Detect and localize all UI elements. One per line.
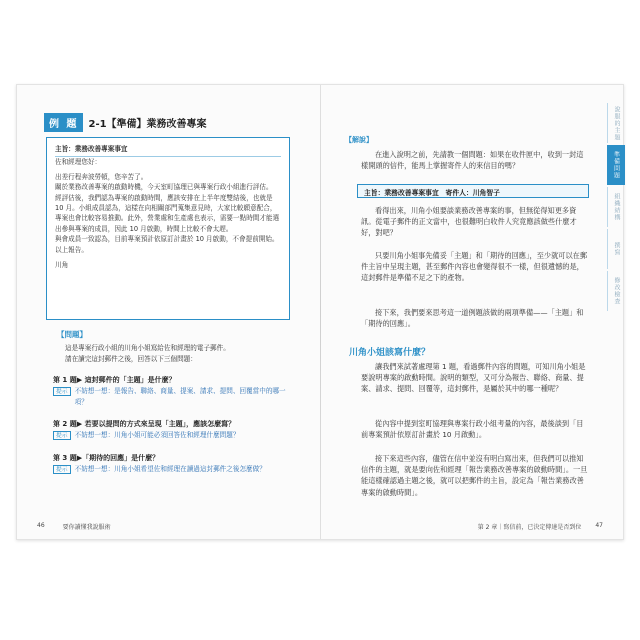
- question-label: 第 1 題▶ 這封郵件的「主題」是什麼？: [53, 376, 176, 384]
- subject-callout: 主旨：業務改善專案事宜 寄件人：川角智子: [357, 184, 589, 198]
- hint-text: 不妨想一想：川角小姐可能必須回答佐和經理什麼問題？: [74, 431, 240, 439]
- questions-title: 【問題】: [57, 330, 87, 339]
- email-paragraph: 經評估後，我們認為專案的啟動時間，應該安排在上半年度雙結後，也就是 10 月。小組成員認為，這樣在向相關部門蒐集意見時，大家比較願意配合，專案也會比較容易推動。此外，營業處和生產處也表示，需要一點時間才能選出參與專案的成員，因此 10 月啟動，時間上比較不會太趕。: [55, 193, 280, 233]
- body-paragraph: 從內容中提到室町協理與專案行政小組考量的內容，最後談到「目前專案預計依原訂計畫於 10 月啟動」。: [361, 419, 584, 440]
- example-badge: 例 題: [44, 113, 83, 132]
- questions-intro-line: 請在讀完這封郵件之後，回答以下三個問題：: [65, 354, 197, 363]
- email-box: [46, 137, 290, 320]
- chapter-tabs: [607, 103, 625, 313]
- email-signature: 川角: [55, 261, 69, 270]
- body-paragraph: 只要川角小姐事先備妥「主題」和「期待的回應」，至少就可以在郵件主旨中呈現主題，甚至郵件內容也會變得很不一樣，但很遺憾的是，這封郵件是準備不足之下的產物。: [361, 251, 588, 283]
- left-page: [17, 85, 320, 539]
- page-number: 47: [595, 522, 603, 529]
- hint-badge: 提示: [53, 431, 71, 440]
- hint-text: 不妨想一想：川角小姐希望佐和經理在讀過這封郵件之後怎麼做？: [74, 465, 266, 473]
- example-title-text: 2-1【準備】業務改善專案: [88, 119, 207, 130]
- question-hint: [53, 464, 293, 475]
- question-label: 第 3 題▶「期待的回應」是什麼？: [53, 454, 160, 462]
- email-subject: 主旨：業務改善專案事宜: [55, 144, 281, 157]
- body-paragraph: 接下來這些內容，儘管在信中並沒有明白寫出來，但我們可以推知信件的主題，就是要向佐和經理「報告業務改善專案的啟動時間」。一旦能這樣確認過主題之後，就可以把郵件的主旨，設定為「報告業務改善專案的啟動時間」。: [361, 454, 588, 497]
- chapter-tab-active: 準備問題: [607, 145, 625, 185]
- chapter-footer: 第 2 章｜寫信前，已決定傳達是否到位: [477, 524, 582, 531]
- question-1: [53, 375, 293, 407]
- body-paragraph: 讓我們來試著處理第 1 題，看過郵件內容的問題，可知川角小姐是要說明專案的啟動時間。說明的類型，又可分為報告、聯絡、商量、提案、請求、提問、回覆等，這封郵件，是屬於其中的哪一種呢？: [361, 362, 586, 394]
- body-paragraph: 看得出來，川角小姐要談業務改善專案的事，但無從得知更多資訊。從電子郵件的正文當中，也很難明白收件人究竟應該做些什麼才好，對吧？: [361, 206, 577, 238]
- question-hint: [53, 430, 293, 441]
- hint-text: 不妨想一想：是報告、聯絡、商量、提案、請求、提問、回覆當中的哪一項？: [74, 387, 286, 406]
- book-title: 要你讀懂我說服術: [62, 524, 111, 531]
- explanation-heading: 【解說】: [345, 136, 373, 144]
- email-paragraph: 關於業務改善專案的啟動時機，今天室町協理已與專案行政小組進行評估。: [55, 183, 273, 192]
- email-paragraph: 出差行程奔波勞頓，您辛苦了。: [55, 172, 148, 181]
- question-label: 第 2 題▶ 若要以提問的方式來呈現「主題」，應該怎麼寫？: [53, 420, 236, 428]
- question-3: [53, 453, 293, 475]
- book-spread: [16, 84, 624, 540]
- right-page: [321, 85, 625, 539]
- email-paragraph: 以上報告。: [55, 245, 88, 254]
- page-number: 46: [37, 522, 45, 529]
- question-hint: [53, 386, 293, 407]
- questions-intro: [65, 343, 295, 364]
- chapter-tab: 說服的主題: [607, 103, 625, 143]
- right-footer: [478, 522, 603, 531]
- chapter-tab: 組織結構: [607, 187, 625, 227]
- body-paragraph: 接下來，我們要來思考這一道例題該做的兩項準備——「主題」和「期待的回應」。: [361, 308, 584, 329]
- question-2: [53, 419, 293, 441]
- email-greeting: 佐和經理您好：: [55, 158, 102, 167]
- example-title: [44, 113, 207, 132]
- section-heading: 川角小姐該寫什麼？: [349, 348, 431, 358]
- questions-intro-line: 這是專案行政小組的川角小姐寫給佐和經理的電子郵件。: [65, 344, 230, 352]
- left-footer: [37, 522, 111, 531]
- hint-badge: 提示: [53, 465, 71, 474]
- body-paragraph: 在進入說明之前，先請教一個問題：如果在收件匣中，收到一封這樣開頭的信件，能馬上掌握寄件人的來信目的嗎？: [361, 150, 584, 171]
- hint-badge: 提示: [53, 387, 71, 396]
- chapter-tab: 撰寫: [607, 229, 625, 269]
- chapter-tab: 修改檢查: [607, 271, 625, 311]
- email-paragraph: 與會成員一致認為，目前專案預計依原訂計畫於 10 月啟動，不會提前開始。: [55, 235, 279, 244]
